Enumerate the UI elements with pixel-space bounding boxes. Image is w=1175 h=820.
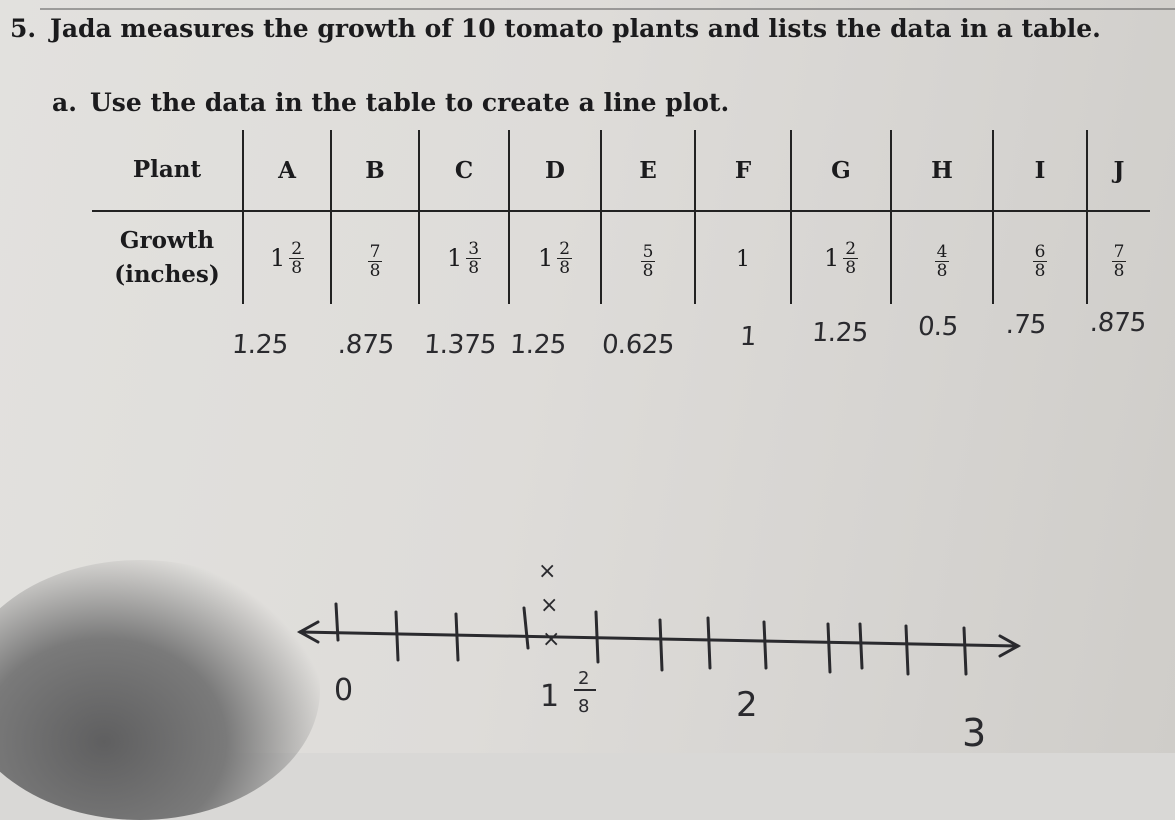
plant-cell: I bbox=[993, 130, 1087, 211]
denominator: 8 bbox=[1034, 261, 1046, 281]
question-text: Jada measures the growth of 10 tomato plants and lists the data in a table. bbox=[50, 14, 1101, 43]
tick-mark bbox=[524, 608, 528, 648]
handwritten-decimal: .875 bbox=[1088, 308, 1147, 338]
mid-whole-label: 1 bbox=[540, 679, 560, 714]
denominator: 8 bbox=[468, 257, 480, 278]
whole-part: 1 bbox=[446, 244, 463, 272]
handwritten-decimal: 1.375 bbox=[422, 330, 497, 360]
zero-label: 0 bbox=[334, 673, 354, 708]
numerator: 2 bbox=[845, 238, 857, 259]
whole-part: 1 bbox=[269, 244, 286, 272]
plant-cell: D bbox=[509, 130, 601, 211]
denominator: 8 bbox=[845, 257, 857, 278]
plant-cell: H bbox=[891, 130, 993, 211]
numerator: 2 bbox=[559, 238, 571, 259]
handwritten-decimal: 0.5 bbox=[916, 312, 959, 342]
plant-cell: B bbox=[331, 130, 419, 211]
whole-value: 1 bbox=[736, 246, 750, 272]
handwritten-decimal: .75 bbox=[1004, 310, 1047, 340]
whole-part: 1 bbox=[823, 244, 840, 272]
tick-mark bbox=[596, 612, 598, 662]
part-label: a. bbox=[52, 88, 77, 117]
plot-x-mark: × bbox=[542, 627, 561, 652]
plant-cell: G bbox=[791, 130, 891, 211]
tick-mark bbox=[660, 620, 662, 670]
whole-part: 1 bbox=[537, 244, 554, 272]
handwritten-decimal: 1.25 bbox=[810, 318, 869, 348]
tick-mark bbox=[828, 624, 830, 672]
numerator: 2 bbox=[291, 238, 303, 259]
tick-mark bbox=[336, 604, 338, 640]
tick-mark bbox=[906, 626, 908, 674]
handwritten-decimal: 0.625 bbox=[600, 330, 675, 360]
tick-mark bbox=[860, 624, 862, 668]
plant-cell: C bbox=[419, 130, 509, 211]
tick-mark bbox=[764, 622, 766, 668]
plant-cell: E bbox=[601, 130, 695, 211]
handwritten-decimal: 1.25 bbox=[230, 330, 289, 360]
tick-mark bbox=[396, 612, 398, 660]
plant-cell: J bbox=[1087, 130, 1150, 211]
numerator: 3 bbox=[468, 238, 480, 259]
mid-numerator-label: 2 bbox=[578, 668, 590, 689]
denominator: 8 bbox=[291, 257, 303, 278]
three-label: 3 bbox=[962, 711, 987, 753]
numerator: 5 bbox=[642, 242, 654, 262]
numerator: 4 bbox=[936, 242, 948, 262]
handwritten-decimal: .875 bbox=[336, 330, 395, 360]
two-label: 2 bbox=[736, 685, 758, 725]
denominator: 8 bbox=[1113, 261, 1125, 281]
plant-header: Plant bbox=[92, 130, 243, 211]
plot-x-mark: × bbox=[540, 593, 559, 618]
denominator: 8 bbox=[936, 261, 948, 281]
numerator: 7 bbox=[369, 242, 381, 262]
numerator: 7 bbox=[1113, 242, 1125, 262]
numerator: 6 bbox=[1034, 242, 1046, 262]
tick-mark bbox=[708, 618, 710, 668]
mid-denominator-label: 8 bbox=[578, 696, 590, 717]
tick-mark bbox=[964, 628, 966, 674]
plant-cell: F bbox=[695, 130, 791, 211]
denominator: 8 bbox=[559, 257, 571, 278]
plot-x-mark: × bbox=[538, 559, 557, 584]
denominator: 8 bbox=[642, 261, 654, 281]
question-number: 5. bbox=[10, 14, 37, 43]
handwritten-decimal: 1.25 bbox=[508, 330, 567, 360]
number-line-axis bbox=[300, 632, 1018, 646]
growth-header-line2: (inches) bbox=[114, 261, 220, 288]
part-text: Use the data in the table to create a line plot. bbox=[90, 88, 730, 117]
tick-mark bbox=[456, 614, 458, 660]
handwritten-decimal: 1 bbox=[738, 322, 758, 352]
denominator: 8 bbox=[369, 261, 381, 281]
growth-header-line1: Growth bbox=[119, 227, 215, 254]
plant-cell: A bbox=[243, 130, 331, 211]
